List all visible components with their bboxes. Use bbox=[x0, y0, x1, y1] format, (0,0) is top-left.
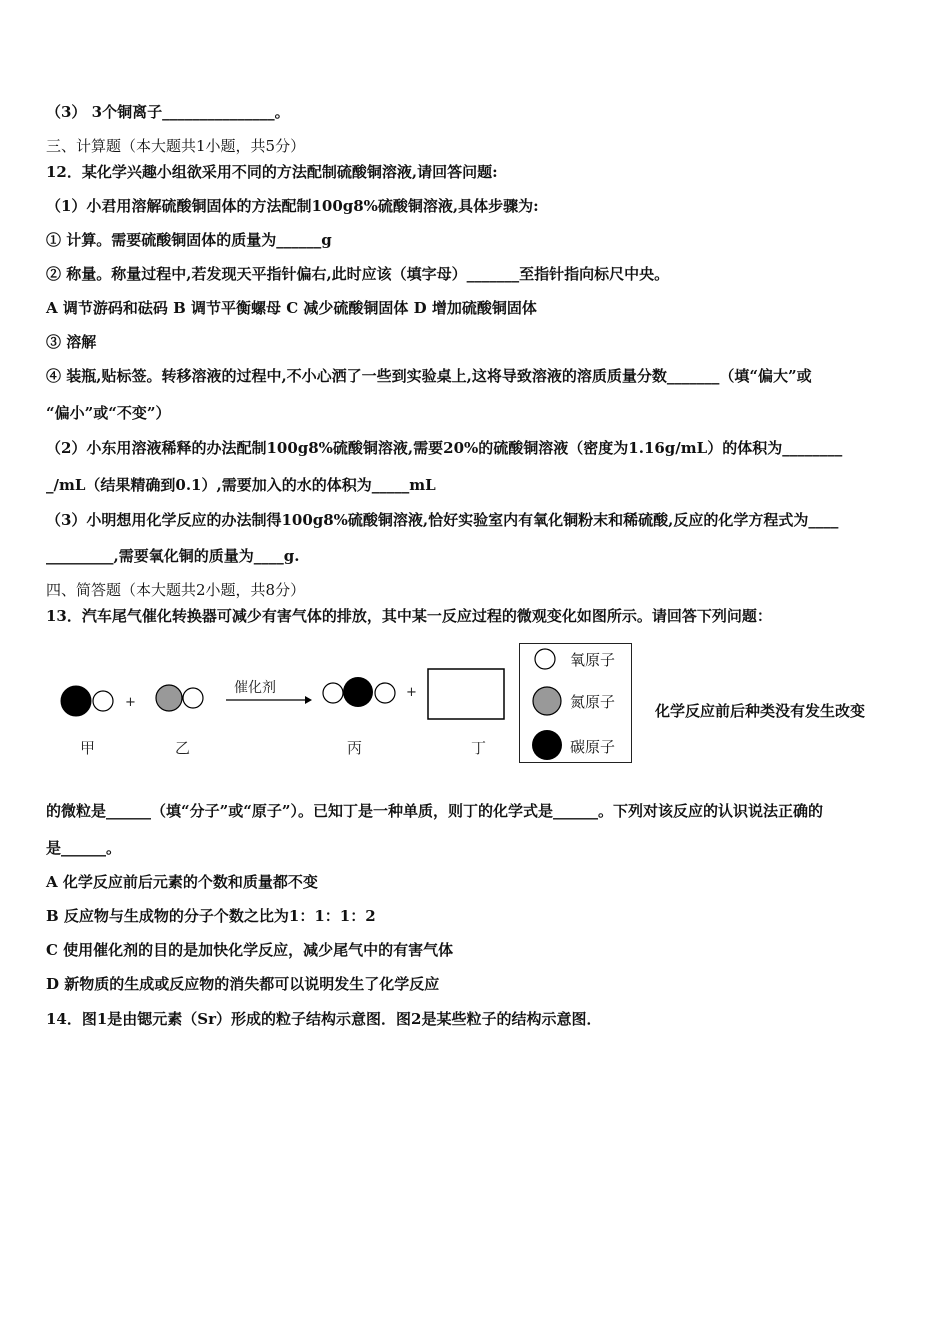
plus-sign-2: + bbox=[406, 685, 417, 700]
q13-option-d: D 新物质的生成或反应物的消失都可以说明发生了化学反应 bbox=[46, 975, 440, 993]
q13-stem: 13．汽车尾气催化转换器可减少有害气体的排放，其中某一反应过程的微观变化如图所示。请回答下列问题： bbox=[46, 607, 772, 625]
q13-side-note: 化学反应前后种类没有发生改变 bbox=[655, 702, 866, 720]
legend-carbon-label: 碳原子 bbox=[570, 738, 616, 756]
legend-oxygen-label: 氧原子 bbox=[570, 651, 616, 669]
q12-part3-cont: _________,需要氧化铜的质量为____g. bbox=[46, 547, 300, 565]
q13-option-c: C 使用催化剂的目的是加快化学反应，减少尾气中的有害气体 bbox=[46, 941, 454, 959]
q12-part2-cont: _/mL（结果精确到0.1）,需要加入的水的体积为_____mL bbox=[46, 476, 436, 494]
q12-step1: ① 计算。需要硫酸铜固体的质量为______g bbox=[46, 231, 332, 249]
legend-carbon-symbol bbox=[532, 730, 562, 760]
q13-continuation-2: 是______。 bbox=[46, 839, 122, 857]
plus-sign-1: + bbox=[125, 695, 136, 710]
yi-oxygen-atom bbox=[183, 688, 203, 708]
legend-nitrogen-label: 氮原子 bbox=[570, 693, 616, 711]
q13-option-b: B 反应物与生成物的分子个数之比为1：1：1：2 bbox=[46, 907, 376, 925]
bing-oxygen-left bbox=[323, 683, 343, 703]
bing-carbon-atom bbox=[343, 677, 373, 707]
q11-part3: （3） 3个铜离子_______________。 bbox=[46, 103, 290, 121]
section-title-calc: 三、计算题（本大题共1小题，共5分） bbox=[46, 137, 306, 155]
bing-oxygen-right bbox=[375, 683, 395, 703]
legend-nitrogen-symbol bbox=[533, 687, 561, 715]
legend bbox=[519, 643, 632, 763]
q13-option-a: A 化学反应前后元素的个数和质量都不变 bbox=[46, 873, 318, 891]
q13-continuation: 的微粒是______（填“分子”或“原子”）。已知丁是一种单质，则丁的化学式是______。下列对该反应的认识说法正确的 bbox=[46, 802, 824, 820]
label-bing: 丙 bbox=[347, 739, 363, 757]
jia-carbon-atom bbox=[61, 686, 91, 716]
ding-box bbox=[428, 669, 504, 719]
section-title-short: 四、简答题（本大题共2小题，共8分） bbox=[46, 581, 306, 599]
arrow-head bbox=[305, 696, 312, 704]
q12-stem: 12．某化学兴趣小组欲采用不同的方法配制硫酸铜溶液,请回答问题: bbox=[46, 163, 498, 181]
q12-step4: ④ 装瓶,贴标签。转移溶液的过程中,不小心洒了一些到实验桌上,这将导致溶液的溶质质量分数_______（填“偏大”或 bbox=[46, 367, 812, 385]
label-yi: 乙 bbox=[175, 739, 191, 757]
label-ding: 丁 bbox=[471, 739, 487, 757]
q12-part3: （3）小明想用化学反应的办法制得100g8%硫酸铜溶液,恰好实验室内有氧化铜粉末和稀硫酸,反应的化学方程式为____ bbox=[46, 511, 839, 529]
q14-stem: 14．图1是由锶元素（Sr）形成的粒子结构示意图．图2是某些粒子的结构示意图． bbox=[46, 1010, 602, 1028]
q12-step4-cont: “偏小”或“不变”） bbox=[46, 404, 171, 422]
q12-part1: （1）小君用溶解硫酸铜固体的方法配制100g8%硫酸铜溶液,具体步骤为: bbox=[46, 197, 539, 215]
q12-step2-options: A 调节游码和砝码 B 调节平衡螺母 C 减少硫酸铜固体 D 增加硫酸铜固体 bbox=[46, 299, 537, 317]
legend-oxygen-symbol bbox=[535, 649, 555, 669]
label-jia: 甲 bbox=[80, 739, 96, 757]
q12-step3: ③ 溶解 bbox=[46, 333, 97, 351]
q12-step2: ② 称量。称量过程中,若发现天平指针偏右,此时应该（填字母）_______至指针指向标尺中央。 bbox=[46, 265, 670, 283]
jia-oxygen-atom bbox=[93, 691, 113, 711]
q12-part2: （2）小东用溶液稀释的办法配制100g8%硫酸铜溶液,需要20%的硫酸铜溶液（密度为1.16g/mL）的体积为________ bbox=[46, 439, 843, 457]
catalyst-label: 催化剂 bbox=[234, 680, 276, 696]
yi-nitrogen-atom bbox=[156, 685, 182, 711]
